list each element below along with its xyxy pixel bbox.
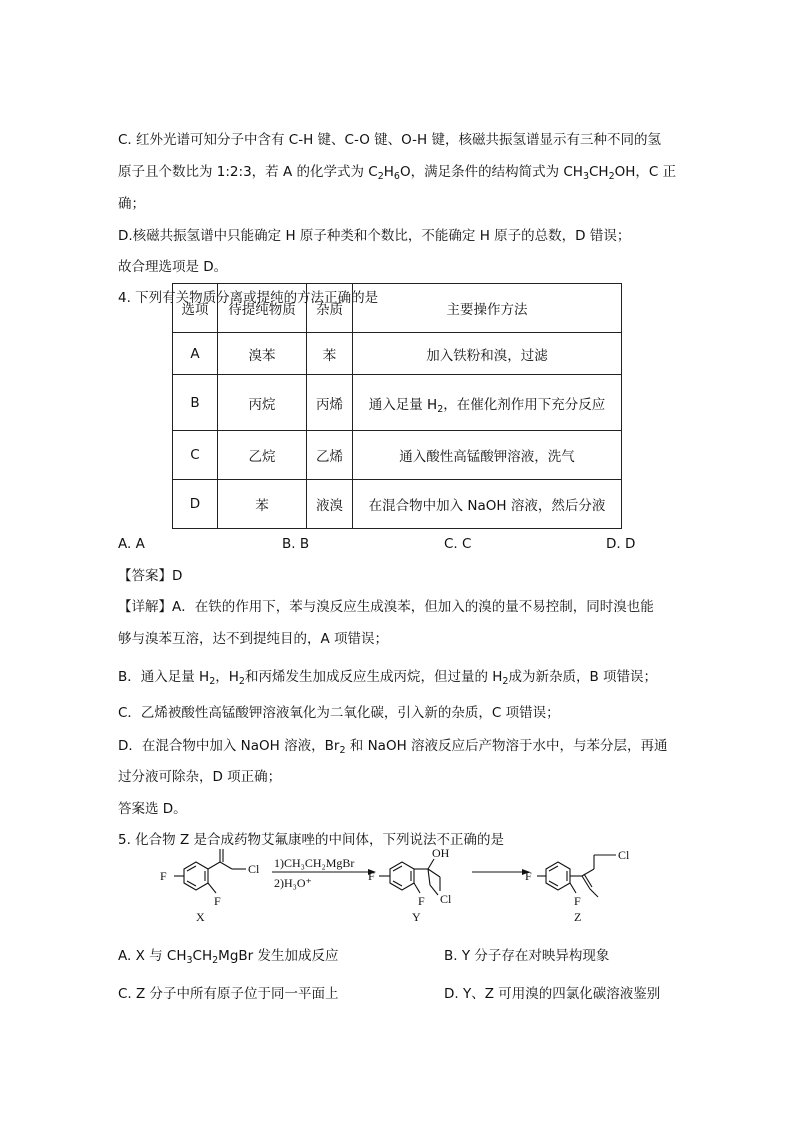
- q5-choice-d: D. Y、Z 可用溴的四氯化碳溶液鉴别: [444, 986, 661, 1002]
- compound-z-label: Z: [574, 910, 582, 924]
- q4-choice-a: A. A: [118, 536, 145, 552]
- q3-option-c-line2: 原子且个数比为 1:2:3，若 A 的化学式为 $C_2H_6O$，满足条件的结构简式为 $CH_3CH_2OH$，C 正: [118, 164, 677, 182]
- header-option: 选项: [173, 284, 218, 333]
- z-chlorine-label: Cl: [618, 848, 630, 862]
- q4-choice-d: D. D: [606, 536, 636, 552]
- q4-explain-b: B．通入足量 $H_2$，$H_2$和丙烯发生加成反应生成丙烷，但过量的 $H_2$成为新杂质，B 项错误；: [118, 669, 658, 687]
- q4-answer: 【答案】D: [118, 568, 183, 584]
- header-substance: 待提纯物质: [218, 284, 307, 333]
- reagent-2: 2)H₃O⁺: [274, 876, 312, 890]
- q5-question: 5. 化合物 Z 是合成药物艾氟康唑的中间体，下列说法不正确的是: [118, 832, 505, 848]
- z-fluorine-label: F: [525, 869, 532, 883]
- x-fluorine-label-2: F: [214, 894, 221, 908]
- z-fluorine-label-2: F: [574, 894, 581, 908]
- q4-explain-a-line1: 【详解】A．在铁的作用下，苯与溴反应生成溴苯，但加入的溴的量不易控制，同时溴也能: [118, 599, 654, 615]
- q4-final: 答案选 D。: [118, 801, 187, 817]
- q5-choice-a: A. X 与 $CH_3CH_2MgBr$ 发生加成反应: [118, 948, 339, 966]
- q3-option-c-line3: 确；: [118, 196, 145, 212]
- q3-option-d: D.核磁共振氢谱中只能确定 H 原子种类和个数比，不能确定 H 原子的总数，D 错误；: [118, 228, 631, 244]
- reaction-scheme: [150, 845, 680, 935]
- table-row: C 乙烷 乙烯 通入酸性高锰酸钾溶液，洗气: [173, 431, 622, 480]
- q4-question: 4. 下列有关物质分离或提纯的方法正确的是: [118, 290, 379, 306]
- y-hydroxyl-label: OH: [432, 846, 450, 860]
- y-fluorine-label: F: [368, 869, 375, 883]
- q4-choice-c: C. C: [444, 536, 472, 552]
- q3-option-c-line1: C. 红外光谱可知分子中含有 C-H 键、C-O 键、O-H 键，核磁共振氢谱显示有三种不同的氢: [118, 132, 661, 148]
- q5-choice-b: B. Y 分子存在对映异构现象: [444, 948, 610, 964]
- table-row: D 苯 液溴 在混合物中加入 NaOH 溶液，然后分液: [173, 480, 622, 529]
- reagent-1: 1)CH₃CH₂MgBr: [274, 856, 355, 870]
- x-chlorine-label: Cl: [248, 862, 260, 876]
- table-header-row: [173, 284, 622, 333]
- y-chlorine-label: Cl: [440, 892, 452, 906]
- header-impurity: 杂质: [307, 284, 353, 333]
- header-method: 主要操作方法: [353, 284, 622, 333]
- y-fluorine-label-2: F: [418, 894, 425, 908]
- compound-y-label: Y: [412, 910, 421, 924]
- q4-explain-a-line2: 够与溴苯互溶，达不到提纯目的，A 项错误；: [118, 631, 389, 647]
- table-row: B 丙烷 丙烯 通入足量 $H_2$，在催化剂作用下充分反应: [173, 375, 622, 431]
- q4-table: [172, 283, 622, 529]
- q4-explain-c: C．乙烯被酸性高锰酸钾溶液氧化为二氧化碳，引入新的杂质，C 项错误；: [118, 705, 560, 721]
- x-fluorine-label: F: [160, 869, 167, 883]
- q3-conclusion: 故合理选项是 D。: [118, 259, 228, 275]
- q4-choice-b: B. B: [282, 536, 310, 552]
- table-row: A 溴苯 苯 加入铁粉和溴，过滤: [173, 333, 622, 375]
- q4-explain-d-line2: 过分液可除杂，D 项正确；: [118, 769, 282, 785]
- compound-x-label: X: [196, 910, 205, 924]
- q4-explain-d-line1: D．在混合物中加入 NaOH 溶液，$Br_2$ 和 NaOH 溶液反应后产物溶于水中，与苯分层，再通: [118, 738, 668, 756]
- q5-choice-c: C. Z 分子中所有原子位于同一平面上: [118, 986, 339, 1002]
